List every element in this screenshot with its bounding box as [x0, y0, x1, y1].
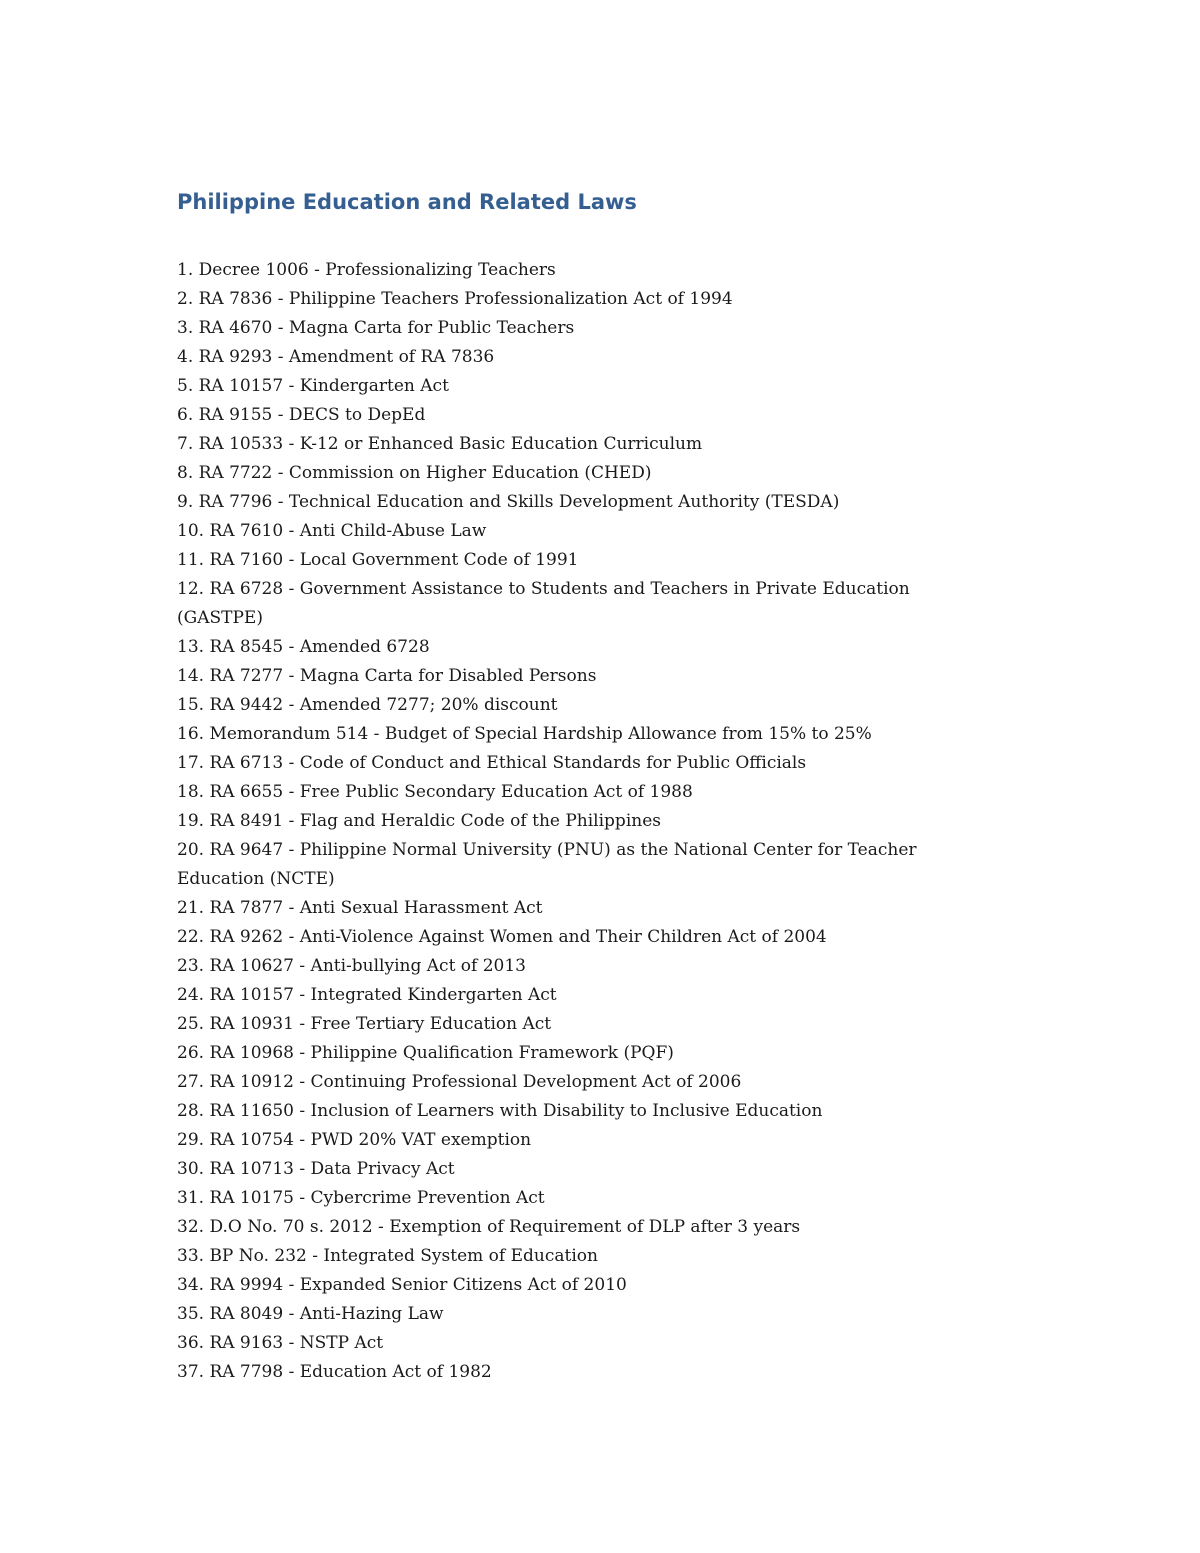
law-item: 1. Decree 1006 - Professionalizing Teachers [177, 260, 556, 280]
law-item: 37. RA 7798 - Education Act of 1982 [177, 1362, 492, 1382]
law-item: 27. RA 10912 - Continuing Professional Development Act of 2006 [177, 1072, 742, 1092]
document-title: Philippine Education and Related Laws [177, 190, 637, 214]
law-item: 24. RA 10157 - Integrated Kindergarten Act [177, 985, 557, 1005]
law-item: 30. RA 10713 - Data Privacy Act [177, 1159, 455, 1179]
law-item: 29. RA 10754 - PWD 20% VAT exemption [177, 1130, 532, 1150]
law-item: 4. RA 9293 - Amendment of RA 7836 [177, 347, 495, 367]
law-item: 2. RA 7836 - Philippine Teachers Professionalization Act of 1994 [177, 289, 733, 309]
law-item: 9. RA 7796 - Technical Education and Skills Development Authority (TESDA) [177, 492, 840, 512]
law-item: 20. RA 9647 - Philippine Normal University (PNU) as the National Center for Teacher Education (NCTE) [177, 840, 917, 889]
law-item: 12. RA 6728 - Government Assistance to Students and Teachers in Private Education (GASTPE) [177, 579, 910, 628]
law-item: 32. D.O No. 70 s. 2012 - Exemption of Requirement of DLP after 3 years [177, 1217, 801, 1237]
law-item: 5. RA 10157 - Kindergarten Act [177, 376, 449, 396]
law-item: 7. RA 10533 - K-12 or Enhanced Basic Education Curriculum [177, 434, 703, 454]
law-item: 15. RA 9442 - Amended 7277; 20% discount [177, 695, 558, 715]
law-item: 16. Memorandum 514 - Budget of Special Hardship Allowance from 15% to 25% [177, 724, 872, 744]
law-item: 22. RA 9262 - Anti-Violence Against Women and Their Children Act of 2004 [177, 927, 827, 947]
law-item: 34. RA 9994 - Expanded Senior Citizens Act of 2010 [177, 1275, 627, 1295]
law-item: 19. RA 8491 - Flag and Heraldic Code of the Philippines [177, 811, 661, 831]
law-item: 31. RA 10175 - Cybercrime Prevention Act [177, 1188, 545, 1208]
law-item: 8. RA 7722 - Commission on Higher Education (CHED) [177, 463, 652, 483]
law-item: 10. RA 7610 - Anti Child-Abuse Law [177, 521, 487, 541]
law-item: 3. RA 4670 - Magna Carta for Public Teachers [177, 318, 575, 338]
law-item: 28. RA 11650 - Inclusion of Learners with Disability to Inclusive Education [177, 1101, 823, 1121]
law-item: 25. RA 10931 - Free Tertiary Education Act [177, 1014, 552, 1034]
laws-list [177, 256, 977, 1387]
law-item: 35. RA 8049 - Anti-Hazing Law [177, 1304, 444, 1324]
law-item: 23. RA 10627 - Anti-bullying Act of 2013 [177, 956, 526, 976]
law-item: 33. BP No. 232 - Integrated System of Education [177, 1246, 598, 1266]
law-item: 14. RA 7277 - Magna Carta for Disabled Persons [177, 666, 597, 686]
law-item: 6. RA 9155 - DECS to DepEd [177, 405, 426, 425]
law-item: 17. RA 6713 - Code of Conduct and Ethical Standards for Public Officials [177, 753, 807, 773]
law-item: 26. RA 10968 - Philippine Qualification Framework (PQF) [177, 1043, 674, 1063]
law-item: 13. RA 8545 - Amended 6728 [177, 637, 430, 657]
law-item: 18. RA 6655 - Free Public Secondary Education Act of 1988 [177, 782, 693, 802]
law-item: 21. RA 7877 - Anti Sexual Harassment Act [177, 898, 543, 918]
law-item: 11. RA 7160 - Local Government Code of 1991 [177, 550, 579, 570]
law-item: 36. RA 9163 - NSTP Act [177, 1333, 384, 1353]
